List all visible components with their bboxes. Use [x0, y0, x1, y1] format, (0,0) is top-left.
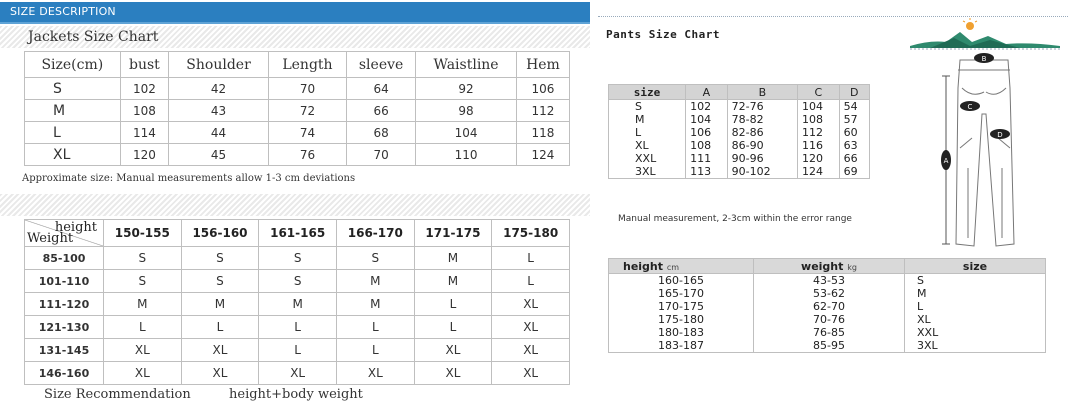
size-cell: M	[414, 270, 492, 293]
value-cell: 111	[686, 152, 728, 165]
table-row	[609, 287, 1046, 300]
height-cell: 175-180	[609, 313, 754, 326]
value-cell: 86-90	[727, 139, 797, 152]
size-cell: L	[25, 122, 121, 144]
value-cell: 66	[839, 152, 869, 165]
table-row	[25, 247, 570, 270]
value-cell: 68	[346, 122, 415, 144]
weight-range-cell: 111-120	[25, 293, 104, 316]
value-cell: 92	[416, 78, 517, 100]
diagram-label-b: B	[981, 55, 987, 63]
table-row	[25, 293, 570, 316]
weight-cell: 85-95	[754, 339, 905, 353]
size-recommendation-label: Size Recommendation	[44, 387, 191, 402]
value-cell: 124	[798, 165, 840, 179]
value-cell: 108	[120, 100, 168, 122]
table-row	[609, 339, 1046, 353]
height-unit: cm	[666, 262, 680, 272]
value-cell: 76	[268, 144, 346, 166]
height-cell: 170-175	[609, 300, 754, 313]
height-cell: 180-183	[609, 326, 754, 339]
value-cell: 102	[120, 78, 168, 100]
table-row	[609, 326, 1046, 339]
table-header-row	[25, 220, 570, 247]
value-cell: 90-96	[727, 152, 797, 165]
size-cell: S	[25, 78, 121, 100]
header-cell: Shoulder	[169, 52, 269, 78]
size-cell: XL	[25, 144, 121, 166]
size-cell: XL	[259, 362, 337, 385]
table-row	[25, 78, 570, 100]
header-cell: C	[798, 85, 840, 100]
value-cell: 104	[686, 113, 728, 126]
header-cell: size	[609, 85, 686, 100]
value-cell: 113	[686, 165, 728, 179]
size-description-banner	[0, 2, 590, 24]
header-cell: D	[839, 85, 869, 100]
table-row	[25, 339, 570, 362]
value-cell: 124	[516, 144, 569, 166]
header-cell	[754, 259, 905, 274]
jackets-size-table	[24, 51, 570, 166]
mountain-logo-icon	[910, 18, 1060, 52]
value-cell: 102	[686, 100, 728, 114]
value-cell: 44	[169, 122, 269, 144]
value-cell: 69	[839, 165, 869, 179]
value-cell: 120	[798, 152, 840, 165]
jackets-note: Approximate size: Manual measurements allow 1-3 cm deviations	[22, 173, 356, 184]
size-cell: L	[336, 316, 414, 339]
size-cell: M	[259, 293, 337, 316]
value-cell: 57	[839, 113, 869, 126]
value-cell: 108	[798, 113, 840, 126]
size-cell: XL	[609, 139, 686, 152]
value-cell: 106	[516, 78, 569, 100]
size-cell: L	[181, 316, 259, 339]
weight-cell: 70-76	[754, 313, 905, 326]
table-row	[609, 139, 870, 152]
table-row	[25, 270, 570, 293]
value-cell: 108	[686, 139, 728, 152]
value-cell: 72	[268, 100, 346, 122]
value-cell: 43	[169, 100, 269, 122]
diagonal-split	[25, 220, 103, 246]
table-row	[609, 313, 1046, 326]
height-corner-label: height	[54, 220, 97, 235]
value-cell: 118	[516, 122, 569, 144]
size-cell: S	[181, 270, 259, 293]
size-cell: M	[609, 113, 686, 126]
header-cell: Length	[268, 52, 346, 78]
value-cell: 90-102	[727, 165, 797, 179]
height-range-header: 171-175	[414, 220, 492, 247]
value-cell: 112	[516, 100, 569, 122]
height-cell: 160-165	[609, 274, 754, 288]
size-cell: S	[259, 247, 337, 270]
size-cell: XL	[492, 339, 570, 362]
value-cell: 110	[416, 144, 517, 166]
size-cell: XL	[492, 316, 570, 339]
header-cell: A	[686, 85, 728, 100]
size-cell: M	[25, 100, 121, 122]
size-cell: XL	[104, 339, 182, 362]
value-cell: 74	[268, 122, 346, 144]
size-cell: L	[492, 247, 570, 270]
value-cell: 112	[798, 126, 840, 139]
value-cell: 45	[169, 144, 269, 166]
height-header: height	[623, 259, 664, 273]
size-cell: S	[259, 270, 337, 293]
value-cell: 70	[268, 78, 346, 100]
size-cell: XL	[905, 313, 1046, 326]
header-cell: Size(cm)	[25, 52, 121, 78]
table-row	[609, 113, 870, 126]
size-cell: XL	[181, 362, 259, 385]
value-cell: 104	[798, 100, 840, 114]
corner-cell	[25, 220, 104, 247]
value-cell: 106	[686, 126, 728, 139]
section-stripe	[0, 194, 590, 216]
height-weight-label: height+body weight	[229, 387, 363, 402]
header-cell: Hem	[516, 52, 569, 78]
weight-corner-label: Weight	[27, 231, 74, 246]
size-cell: L	[414, 293, 492, 316]
weight-range-cell: 101-110	[25, 270, 104, 293]
size-recommendation-table	[24, 219, 570, 385]
table-row	[609, 126, 870, 139]
pants-note: Manual measurement, 2-3cm within the error range	[618, 214, 852, 224]
table-row	[609, 274, 1046, 288]
size-cell: XL	[181, 339, 259, 362]
size-cell: L	[905, 300, 1046, 313]
table-header-row	[609, 259, 1046, 274]
weight-range-cell: 146-160	[25, 362, 104, 385]
height-range-header: 161-165	[259, 220, 337, 247]
table-row	[25, 144, 570, 166]
size-cell: S	[609, 100, 686, 114]
size-cell: XL	[414, 362, 492, 385]
header-cell: bust	[120, 52, 168, 78]
size-cell: S	[104, 247, 182, 270]
header-cell: Waistline	[416, 52, 517, 78]
header-cell	[905, 259, 1046, 274]
size-cell: XL	[414, 339, 492, 362]
pants-measurement-diagram	[938, 48, 1028, 254]
height-range-header: 175-180	[492, 220, 570, 247]
value-cell: 42	[169, 78, 269, 100]
value-cell: 64	[346, 78, 415, 100]
table-row	[25, 316, 570, 339]
banner-label: SIZE DESCRIPTION	[10, 5, 116, 18]
pants-title: Pants Size Chart	[606, 28, 720, 41]
height-weight-table	[608, 258, 1046, 353]
value-cell: 63	[839, 139, 869, 152]
header-cell: sleeve	[346, 52, 415, 78]
size-cell: M	[905, 287, 1046, 300]
pants-size-table	[608, 84, 870, 179]
table-row	[609, 165, 870, 179]
size-cell: L	[259, 316, 337, 339]
table-row	[609, 100, 870, 114]
size-cell: XL	[336, 362, 414, 385]
table-row	[25, 122, 570, 144]
diagram-label-d: D	[997, 131, 1003, 139]
size-cell: M	[181, 293, 259, 316]
size-cell: M	[336, 293, 414, 316]
height-range-header: 156-160	[181, 220, 259, 247]
value-cell: 114	[120, 122, 168, 144]
size-cell: XL	[492, 362, 570, 385]
weight-cell: 76-85	[754, 326, 905, 339]
diagram-label-a: A	[943, 157, 949, 165]
weight-cell: 62-70	[754, 300, 905, 313]
size-cell: 3XL	[609, 165, 686, 179]
size-cell: 3XL	[905, 339, 1046, 353]
size-cell: L	[336, 339, 414, 362]
value-cell: 72-76	[727, 100, 797, 114]
weight-header: weight	[801, 259, 844, 273]
size-cell: M	[336, 270, 414, 293]
size-cell: XXL	[609, 152, 686, 165]
value-cell: 78-82	[727, 113, 797, 126]
height-cell: 183-187	[609, 339, 754, 353]
header-cell: B	[727, 85, 797, 100]
height-range-header: 150-155	[104, 220, 182, 247]
size-cell: S	[905, 274, 1046, 288]
table-row	[609, 152, 870, 165]
height-range-header: 166-170	[336, 220, 414, 247]
size-cell: XL	[104, 362, 182, 385]
weight-unit: kg	[847, 262, 857, 272]
height-cell: 165-170	[609, 287, 754, 300]
table-row	[25, 100, 570, 122]
dotted-divider	[598, 16, 1068, 17]
size-cell: S	[104, 270, 182, 293]
table-row	[25, 362, 570, 385]
pants-panel	[598, 0, 1080, 417]
size-cell: L	[104, 316, 182, 339]
weight-range-cell: 121-130	[25, 316, 104, 339]
value-cell: 82-86	[727, 126, 797, 139]
header-cell	[609, 259, 754, 274]
size-cell: M	[414, 247, 492, 270]
size-header: size	[962, 259, 988, 273]
size-cell: L	[609, 126, 686, 139]
weight-cell: 43-53	[754, 274, 905, 288]
value-cell: 54	[839, 100, 869, 114]
value-cell: 120	[120, 144, 168, 166]
value-cell: 66	[346, 100, 415, 122]
jackets-title: Jackets Size Chart	[28, 29, 159, 45]
size-cell: S	[336, 247, 414, 270]
weight-cell: 53-62	[754, 287, 905, 300]
size-cell: XXL	[905, 326, 1046, 339]
size-cell: L	[259, 339, 337, 362]
value-cell: 104	[416, 122, 517, 144]
size-cell: XL	[492, 293, 570, 316]
size-cell: L	[414, 316, 492, 339]
diagram-label-c: C	[967, 103, 973, 111]
weight-range-cell: 131-145	[25, 339, 104, 362]
table-header-row	[25, 52, 570, 78]
table-header-row	[609, 85, 870, 100]
size-cell: L	[492, 270, 570, 293]
value-cell: 60	[839, 126, 869, 139]
weight-range-cell: 85-100	[25, 247, 104, 270]
table-row	[609, 300, 1046, 313]
value-cell: 70	[346, 144, 415, 166]
value-cell: 98	[416, 100, 517, 122]
value-cell: 116	[798, 139, 840, 152]
size-cell: S	[181, 247, 259, 270]
size-cell: M	[104, 293, 182, 316]
